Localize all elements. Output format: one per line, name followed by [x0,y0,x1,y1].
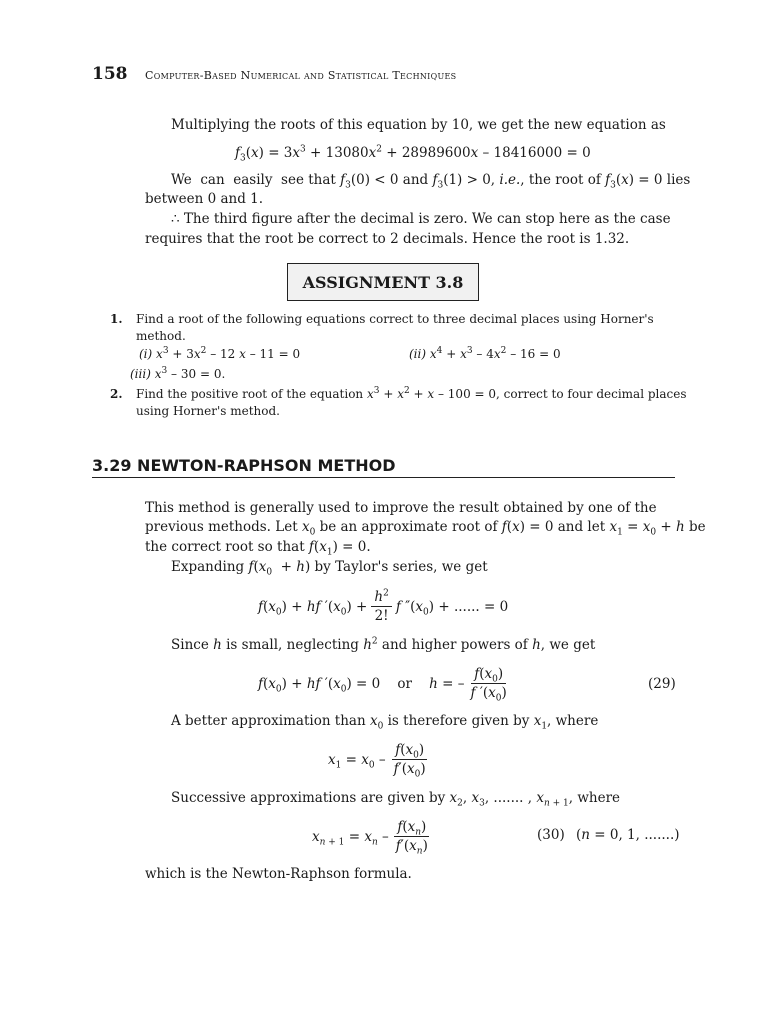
para3: Since h is small, neglecting $h^2$ and higher powers of h, we get [171,636,596,653]
equation-30: $x_{n + 1} = x_n$ – $\frac{f(x_n)}{f'(x_n)}$ [312,819,428,857]
section-rule [92,477,675,478]
para1-line-1: This method is generally used to improve the result obtained by one of the [145,500,657,516]
intro-line-1: Multiplying the roots of this equation by 10, we get the new equation as [171,117,666,133]
para1-line-2: previous methods. Let $x_0$ be an approximate root of f(x) = 0 and let $x_1 = x_0 + h$ be [145,519,706,538]
para5: Successive approximations are given by $x_2$, $x_3$, ....... , $x_{n + 1}$, where [171,790,621,809]
equation-30-tag: (30) [537,827,565,843]
intro-line-5: requires that the root be correct to 2 decimals. Hence the root is 1.32. [145,231,630,247]
equation-29-tag: (29) [648,676,676,692]
equation-29: $f(x_0)$ + hf $'(x_0) = 0$ or h = – $\frac{f(x_0)}{f '(x_0)}$ [258,666,507,704]
question-1-number: 1. [110,312,123,326]
question-1-part-i: (i) $x^3 + 3x^2 - 12$ x – 11 = 0 [139,346,301,361]
section-heading: 3.29 NEWTON-RAPHSON METHOD [92,456,396,475]
question-1-line-1: Find a root of the following equations correct to three decimal places using Horner's [136,312,654,326]
para4: A better approximation than $x_0$ is therefore given by $x_1$, where [171,713,599,732]
assignment-title: ASSIGNMENT 3.8 [302,272,464,292]
question-2-line-1: Find the positive root of the equation $x^3 + x^2 + x - 100 = 0$, correct to four decimal places [136,386,687,401]
question-2-line-2: using Horner's method. [136,404,280,418]
question-1-part-ii: (ii) $x^4 + x^3 - 4x^2 - 16 = 0$ [409,346,561,361]
equation-taylor: $f(x_0)$ + hf $'(x_0)$ + $\frac{h^2}{2!}$ f $''(x_0)$ + ...... = 0 [258,588,509,624]
question-1-part-iii: (iii) $x^3 - 30 = 0$. [130,366,226,381]
question-1-line-2: method. [136,329,186,343]
intro-line-4: ∴ The third figure after the decimal is zero. We can stop here as the case [171,211,671,227]
assignment-title-box [287,263,479,301]
para6: which is the Newton-Raphson formula. [145,866,412,882]
question-2-number: 2. [110,387,123,401]
equation-30-condition: (n = 0, 1, .......) [576,827,680,843]
para1-line-3: the correct root so that $f(x_1) = 0$. [145,539,371,558]
page-number: 158 [92,64,128,84]
equation-x1: $x_1 = x_0$ – $\frac{f(x_0)}{f'(x_0)}$ [328,742,426,780]
running-title: Computer-Based Numerical and Statistical Techniques [145,69,457,82]
para2: Expanding $f(x_0 + h)$ by Taylor's series, we get [171,559,488,578]
intro-line-3: between 0 and 1. [145,191,264,207]
intro-line-2: We can easily see that $f_3(0) < 0$ and $f_3(1) > 0$, i.e., the root of $f_3(x) = 0$ lies [171,172,691,191]
equation-f3: $f_3(x) = 3x^3 + 13080x^2 + 28989600x - 18416000 = 0$ [235,144,591,164]
